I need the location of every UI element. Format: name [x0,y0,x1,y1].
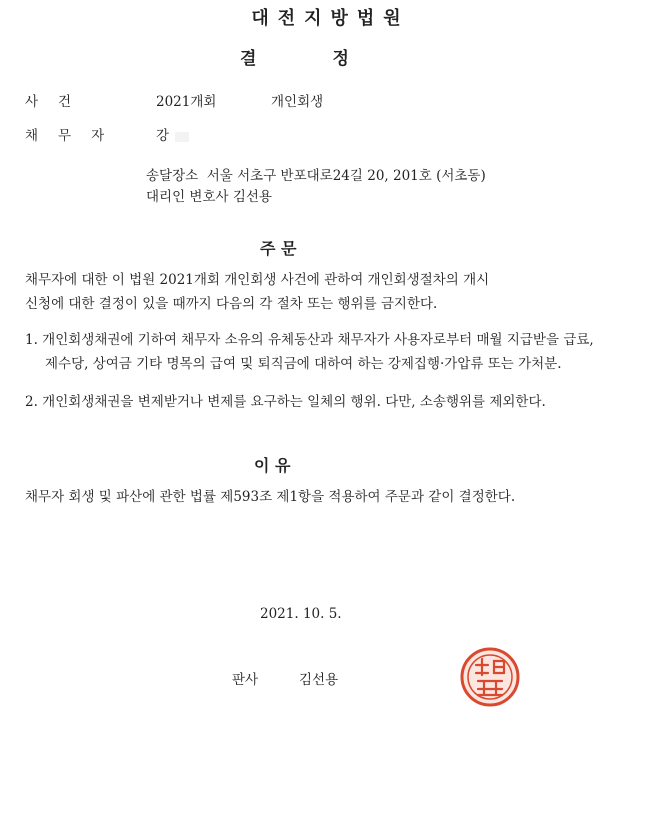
judge-name: 김선용 [299,672,339,688]
document-title [240,44,349,69]
case-label: 사건 [25,94,92,110]
reason-heading: 이 유 [254,456,291,475]
court-seal-icon [458,645,522,709]
document-title-right: 정 [332,49,349,69]
order-item-1: 1. 개인회생채권에 기하여 채무자 소유의 유체동산과 채무자가 사용자로부터 매월 지급받을 급료, 제수당, 상여금 기타 명목의 급여 및 퇴직금에 대하여 하는 강제집행·가압류 또는 가처분. [25,332,594,372]
service-address: 서울 서초구 반포대로24길 20, 201호 (서초동) [206,168,486,184]
case-number: 2021개회 [156,94,217,110]
service-address-line [146,164,486,184]
order-paragraph-line1: 채무자에 대한 이 법원 2021개회 개인회생 사건에 관하여 개인회생절차의 개시 [25,272,490,288]
court-name: 대전지방법원 [251,8,410,29]
debtor-name-text: 강 [156,128,170,144]
service-address-label: 송달장소 [146,168,199,184]
order-heading: 주 문 [260,239,297,258]
reason-text: 채무자 회생 및 파산에 관한 법률 제593조 제1항을 적용하여 주문과 같이 결정한다. [25,489,516,505]
redaction-mark [175,132,189,142]
order-paragraph-line2: 신청에 대한 결정이 있을 때까지 다음의 각 절차 또는 행위를 금지한다. [25,296,438,312]
case-name: 개인회생 [271,94,324,110]
order-item-2: 2. 개인회생채권을 변제받거나 변제를 요구하는 일체의 행위. 다만, 소송행위를 제외한다. [25,394,546,410]
debtor-name [156,124,189,144]
service-agent: 대리인 변호사 김선용 [146,189,272,205]
decision-date: 2021. 10. 5. [260,606,342,622]
document-title-left: 결 [240,49,257,69]
debtor-label: 채무자 [25,128,125,144]
judge-title: 판사 [232,672,259,688]
